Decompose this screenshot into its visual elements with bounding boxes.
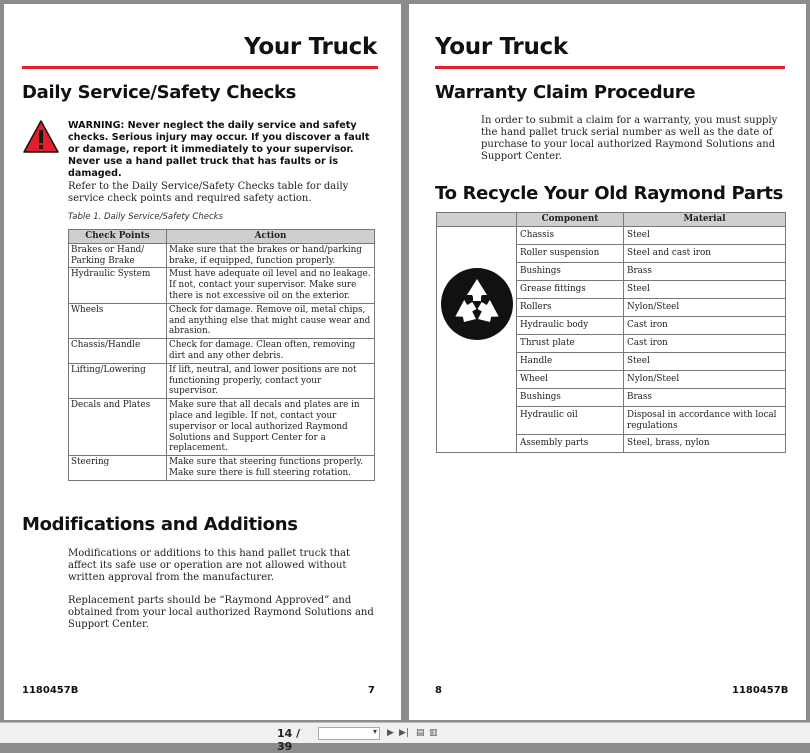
material-cell: Disposal in accordance with local regulations [624, 406, 786, 435]
material-cell: Steel, brass, nylon [624, 435, 786, 453]
right-page [409, 4, 806, 720]
footer-doc-number: 1180457B [22, 685, 79, 696]
footer-doc-number: 1180457B [732, 685, 789, 696]
action-cell: Check for damage. Clean often, removing dirt and any other debris. [167, 339, 375, 364]
check-point-cell: Brakes or Hand/ Parking Brake [69, 243, 167, 268]
table-row [69, 363, 375, 398]
footer-page-number: 8 [435, 685, 442, 696]
chevron-down-icon: ▾ [372, 727, 377, 736]
action-cell: Must have adequate oil level and no leakage. If not, contact your supervisor. Make sure there is not excessive oil on the exterior. [167, 268, 375, 303]
page-header: Your Truck [244, 34, 377, 60]
component-cell: Rollers [517, 298, 624, 316]
column-header-action: Action [167, 230, 375, 244]
component-cell: Wheel [517, 370, 624, 388]
component-cell: Assembly parts [517, 435, 624, 453]
table-row [69, 456, 375, 481]
check-point-cell: Wheels [69, 303, 167, 338]
component-cell: Roller suspension [517, 244, 624, 262]
warning-text: WARNING: Never neglect the daily service and safety checks. Serious injury may occur. If you discover a fault or damage, report it immediately to your supervisor. Never use a hand pallet truck that has faults or is damaged. [68, 120, 370, 179]
left-page [4, 4, 401, 720]
recycle-symbol-cell [437, 226, 517, 453]
intro-text: Refer to the Daily Service/Safety Checks table for daily service check points and required safety action. [68, 181, 349, 204]
recycle-icon [440, 267, 514, 341]
check-point-cell: Decals and Plates [69, 399, 167, 456]
warranty-text: In order to submit a claim for a warranty, you must supply the hand pallet truck serial number as well as the date of purchase to your local authorized Raymond Solutions and Support Center. [481, 115, 778, 162]
column-header-material: Material [624, 213, 786, 227]
daily-checks-table [68, 229, 375, 481]
table-row [69, 268, 375, 303]
material-cell: Cast iron [624, 316, 786, 334]
component-cell: Chassis [517, 226, 624, 244]
header-rule [435, 66, 785, 69]
action-cell: Make sure that the brakes or hand/parking brake, if equipped, function properly. [167, 243, 375, 268]
component-cell: Grease fittings [517, 280, 624, 298]
check-point-cell: Lifting/Lowering [69, 363, 167, 398]
material-cell: Nylon/Steel [624, 298, 786, 316]
section-title-modifications: Modifications and Additions [22, 514, 298, 535]
action-cell: Make sure that all decals and plates are in place and legible. If not, contact your supervisor or local authorized Raymond Solutions and Support Center for a replacement. [167, 399, 375, 456]
section-title-daily-checks: Daily Service/Safety Checks [22, 82, 297, 103]
page-header: Your Truck [435, 34, 568, 60]
action-cell: Check for damage. Remove oil, metal chips, and anything else that might cause wear and abrasion. [167, 303, 375, 338]
recycle-table [436, 212, 786, 453]
component-cell: Hydraulic body [517, 316, 624, 334]
last-page-icon[interactable]: ▶| [399, 728, 409, 738]
check-point-cell: Chassis/Handle [69, 339, 167, 364]
table-row [437, 226, 786, 244]
column-header-blank [437, 213, 517, 227]
viewer-toolbar [0, 722, 810, 753]
modifications-paragraph-2: Replacement parts should be “Raymond Approved” and obtained from your local authorized Raymond Solutions and Support Center. [68, 595, 374, 630]
single-page-view-icon[interactable]: ▤ [416, 728, 425, 738]
table-row [69, 303, 375, 338]
modifications-paragraph-1: Modifications or additions to this hand pallet truck that affect its safe use or operation are not allowed without written approval from the manufacturer. [68, 548, 351, 583]
component-cell: Bushings [517, 388, 624, 406]
section-title-recycle: To Recycle Your Old Raymond Parts [435, 183, 784, 204]
section-title-warranty: Warranty Claim Procedure [435, 82, 696, 103]
component-cell: Bushings [517, 262, 624, 280]
material-cell: Steel [624, 280, 786, 298]
component-cell: Handle [517, 352, 624, 370]
column-header-check-points: Check Points [69, 230, 167, 244]
material-cell: Brass [624, 388, 786, 406]
action-cell: Make sure that steering functions properly. Make sure there is full steering rotation. [167, 456, 375, 481]
column-header-component: Component [517, 213, 624, 227]
header-rule [22, 66, 378, 69]
page-number-indicator[interactable]: 14 / 39 [277, 727, 301, 753]
check-point-cell: Steering [69, 456, 167, 481]
table-row [69, 243, 375, 268]
material-cell: Nylon/Steel [624, 370, 786, 388]
material-cell: Steel and cast iron [624, 244, 786, 262]
table-row [69, 339, 375, 364]
page-select-dropdown[interactable] [318, 727, 380, 740]
table-caption: Table 1. Daily Service/Safety Checks [68, 212, 223, 222]
two-page-view-icon[interactable]: ▥ [429, 728, 438, 738]
component-cell: Hydraulic oil [517, 406, 624, 435]
warning-icon [23, 120, 59, 154]
material-cell: Steel [624, 226, 786, 244]
footer-page-number: 7 [368, 685, 375, 696]
material-cell: Brass [624, 262, 786, 280]
action-cell: If lift, neutral, and lower positions are not functioning properly, contact your supervisor. [167, 363, 375, 398]
check-point-cell: Hydraulic System [69, 268, 167, 303]
material-cell: Steel [624, 352, 786, 370]
next-page-icon[interactable]: ▶ [387, 728, 394, 738]
table-row [69, 399, 375, 456]
material-cell: Cast iron [624, 334, 786, 352]
component-cell: Thrust plate [517, 334, 624, 352]
